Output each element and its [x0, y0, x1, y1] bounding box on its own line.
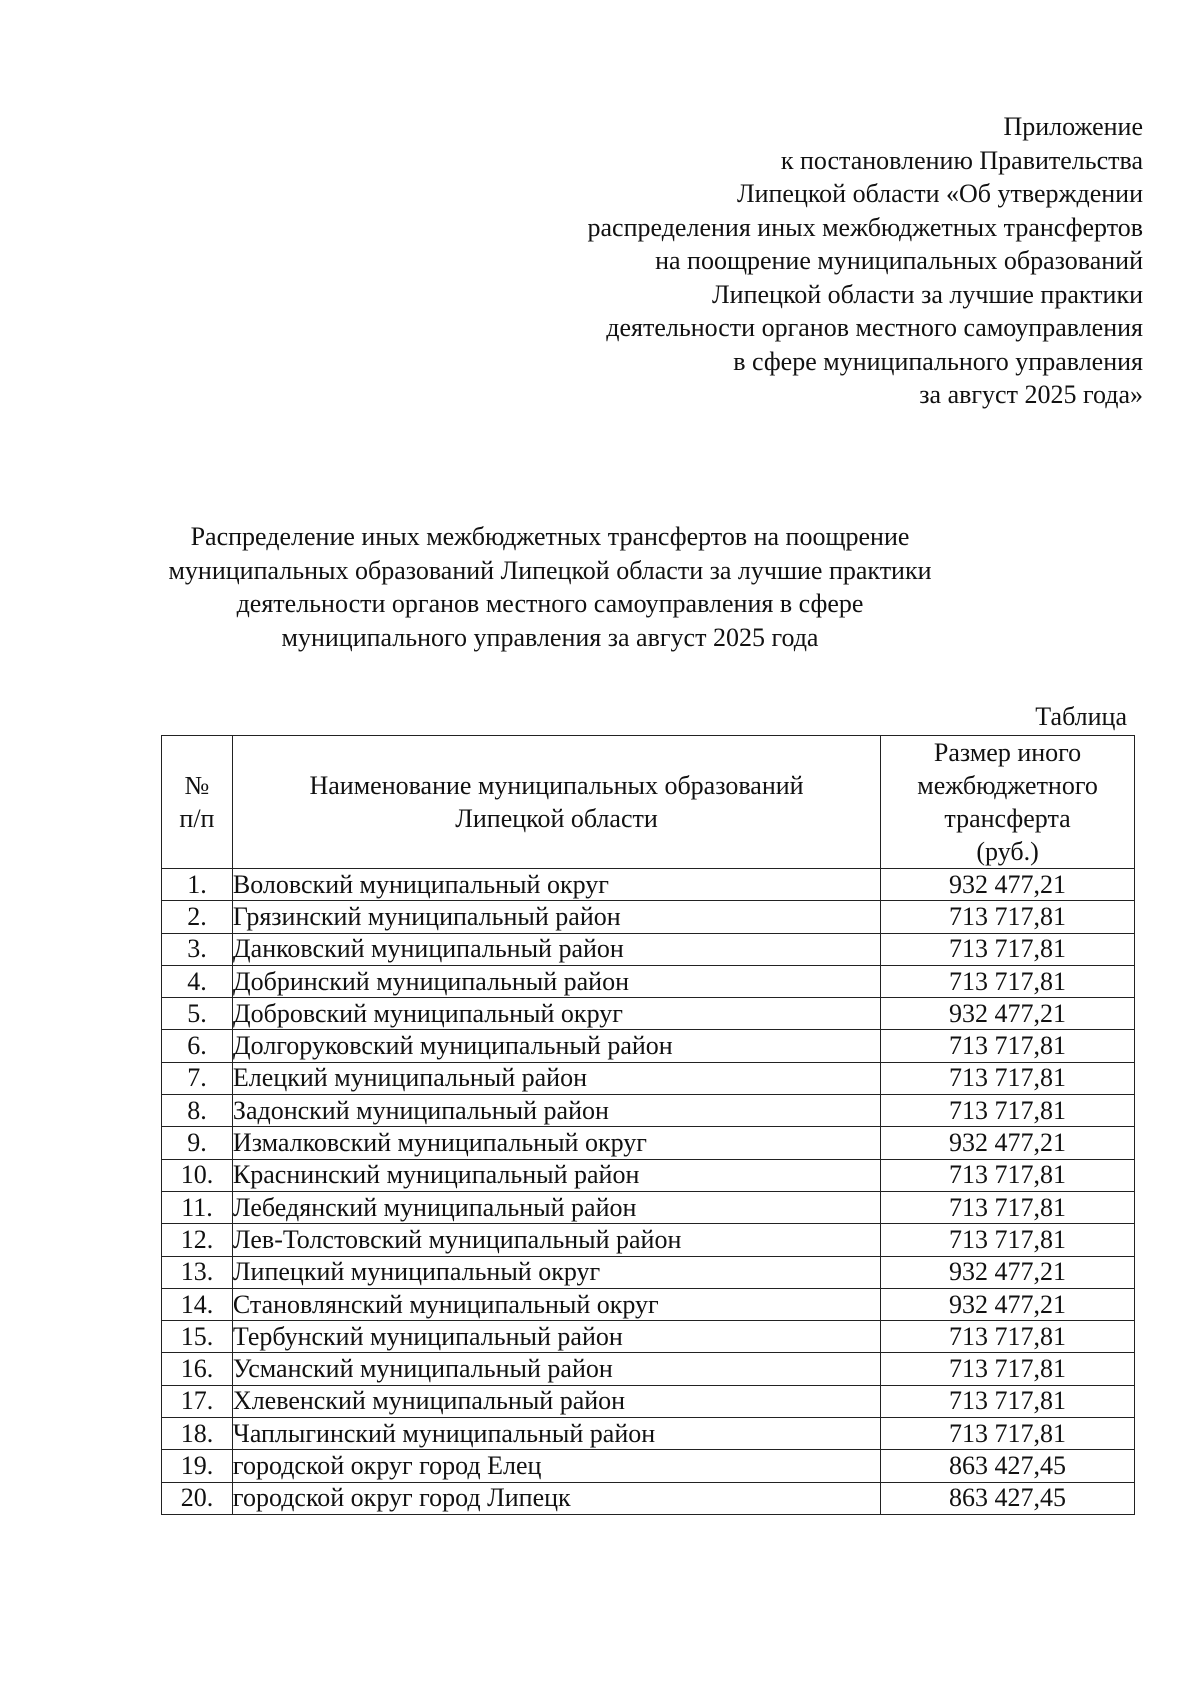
row-transfer-amount: 713 717,81: [881, 965, 1135, 997]
table-row: [162, 1450, 1135, 1482]
row-transfer-amount: 713 717,81: [881, 1385, 1135, 1417]
row-transfer-amount: 713 717,81: [881, 1159, 1135, 1191]
table-row: [162, 1482, 1135, 1514]
row-number: 16.: [162, 1353, 233, 1385]
row-number: 8.: [162, 1095, 233, 1127]
row-number: 7.: [162, 1062, 233, 1094]
header-number-line: №: [184, 771, 210, 800]
row-number: 2.: [162, 901, 233, 933]
row-number: 5.: [162, 998, 233, 1030]
row-transfer-amount: 932 477,21: [881, 1127, 1135, 1159]
table-row: [162, 1127, 1135, 1159]
row-transfer-amount: 713 717,81: [881, 1062, 1135, 1094]
row-transfer-amount: 932 477,21: [881, 1256, 1135, 1288]
row-number: 3.: [162, 933, 233, 965]
row-transfer-amount: 713 717,81: [881, 1353, 1135, 1385]
table-row: [162, 869, 1135, 901]
row-number: 14.: [162, 1288, 233, 1320]
title-line: Распределение иных межбюджетных трансфертов на поощрение: [190, 522, 910, 551]
header-number: [162, 736, 233, 869]
title-line: деятельности органов местного самоуправления в сфере: [236, 589, 864, 618]
row-transfer-amount: 713 717,81: [881, 1418, 1135, 1450]
table-row: [162, 1256, 1135, 1288]
header-amount: [881, 736, 1135, 869]
row-number: 12.: [162, 1224, 233, 1256]
distribution-table: [161, 735, 1135, 1515]
row-number: 15.: [162, 1321, 233, 1353]
row-transfer-amount: 863 427,45: [881, 1482, 1135, 1514]
appendix-line: распределения иных межбюджетных трансфертов: [587, 212, 1143, 242]
row-municipality-name: Тербунский муниципальный район: [232, 1321, 880, 1353]
table-label: Таблица: [1035, 702, 1127, 731]
table-row: [162, 998, 1135, 1030]
appendix-line: Липецкой области за лучшие практики: [712, 279, 1143, 309]
row-transfer-amount: 713 717,81: [881, 1191, 1135, 1223]
table-row: [162, 965, 1135, 997]
table-row: [162, 1288, 1135, 1320]
row-number: 19.: [162, 1450, 233, 1482]
row-municipality-name: Лев-Толстовский муниципальный район: [232, 1224, 880, 1256]
appendix-line: в сфере муниципального управления: [733, 346, 1143, 376]
row-number: 11.: [162, 1191, 233, 1223]
row-number: 9.: [162, 1127, 233, 1159]
row-municipality-name: Задонский муниципальный район: [232, 1095, 880, 1127]
row-municipality-name: Данковский муниципальный район: [232, 933, 880, 965]
table-row: [162, 1321, 1135, 1353]
table-row: [162, 1224, 1135, 1256]
appendix-line: деятельности органов местного самоуправления: [606, 313, 1143, 342]
appendix-line: Приложение: [1003, 112, 1143, 141]
appendix-line: за август 2025 года»: [919, 380, 1143, 409]
row-number: 6.: [162, 1030, 233, 1062]
appendix-line: Липецкой области «Об утверждении: [736, 179, 1143, 208]
row-municipality-name: Елецкий муниципальный район: [232, 1062, 880, 1094]
row-number: 10.: [162, 1159, 233, 1191]
table-header-row: [162, 736, 1135, 869]
table-row: [162, 1062, 1135, 1094]
row-municipality-name: Хлевенский муниципальный район: [232, 1385, 880, 1417]
table-row: [162, 1095, 1135, 1127]
row-municipality-name: Добринский муниципальный район: [232, 965, 880, 997]
row-transfer-amount: 932 477,21: [881, 869, 1135, 901]
row-municipality-name: Становлянский муниципальный округ: [232, 1288, 880, 1320]
table-row: [162, 1418, 1135, 1450]
header-amount-line: трансферта: [944, 804, 1071, 833]
table-row: [162, 1191, 1135, 1223]
row-transfer-amount: 932 477,21: [881, 1288, 1135, 1320]
header-name: [232, 736, 880, 869]
row-transfer-amount: 713 717,81: [881, 933, 1135, 965]
row-transfer-amount: 713 717,81: [881, 1095, 1135, 1127]
appendix-line: на поощрение муниципальных образований: [655, 246, 1143, 275]
table-row: [162, 933, 1135, 965]
header-amount-line: Размер иного: [933, 738, 1082, 767]
table-row: [162, 901, 1135, 933]
table-body: [162, 869, 1135, 1515]
row-number: 4.: [162, 965, 233, 997]
row-transfer-amount: 713 717,81: [881, 901, 1135, 933]
row-number: 20.: [162, 1482, 233, 1514]
document-title: [150, 520, 950, 654]
row-transfer-amount: 713 717,81: [881, 1321, 1135, 1353]
title-line: муниципального управления за август 2025 года: [281, 622, 819, 652]
row-municipality-name: Воловский муниципальный округ: [232, 869, 880, 901]
row-municipality-name: Чаплыгинский муниципальный район: [232, 1418, 880, 1450]
appendix-line: к постановлению Правительства: [780, 145, 1143, 175]
row-municipality-name: Усманский муниципальный район: [232, 1353, 880, 1385]
row-municipality-name: Добровский муниципальный округ: [232, 998, 880, 1030]
header-name-line: Наименование муниципальных образований: [309, 771, 804, 800]
appendix-block: [443, 110, 1143, 412]
row-transfer-amount: 932 477,21: [881, 998, 1135, 1030]
table-row: [162, 1159, 1135, 1191]
row-number: 1.: [162, 869, 233, 901]
header-name-line: Липецкой области: [455, 804, 658, 833]
table-row: [162, 1385, 1135, 1417]
header-amount-line: межбюджетного: [917, 771, 1098, 800]
header-amount-line: (руб.): [976, 837, 1039, 866]
table-row: [162, 1353, 1135, 1385]
row-number: 18.: [162, 1418, 233, 1450]
row-transfer-amount: 713 717,81: [881, 1224, 1135, 1256]
row-municipality-name: городской округ город Липецк: [232, 1482, 880, 1514]
row-municipality-name: Краснинский муниципальный район: [232, 1159, 880, 1191]
row-transfer-amount: 713 717,81: [881, 1030, 1135, 1062]
title-line: муниципальных образований Липецкой области за лучшие практики: [168, 555, 932, 585]
row-number: 13.: [162, 1256, 233, 1288]
header-number-line: п/п: [179, 804, 215, 833]
row-municipality-name: Липецкий муниципальный округ: [232, 1256, 880, 1288]
row-municipality-name: Грязинский муниципальный район: [232, 901, 880, 933]
row-number: 17.: [162, 1385, 233, 1417]
row-municipality-name: Долгоруковский муниципальный район: [232, 1030, 880, 1062]
row-municipality-name: городской округ город Елец: [232, 1450, 880, 1482]
row-municipality-name: Лебедянский муниципальный район: [232, 1191, 880, 1223]
table-row: [162, 1030, 1135, 1062]
row-transfer-amount: 863 427,45: [881, 1450, 1135, 1482]
row-municipality-name: Измалковский муниципальный округ: [232, 1127, 880, 1159]
